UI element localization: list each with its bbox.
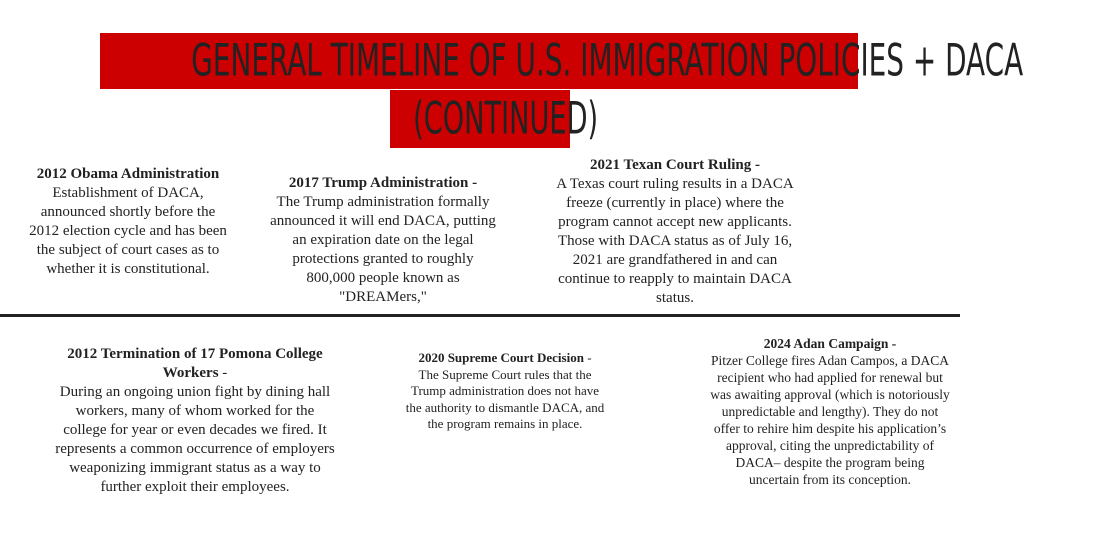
event-2024-adan-campaign (710, 335, 950, 488)
event-heading: 2012 Obama Administration (36, 166, 220, 182)
event-body: The Trump administration formally announced it will end DACA, putting an expiration date on the legal protections granted to roughly 800,000 people known as "DREAMers," (270, 194, 496, 305)
slide-title (0, 0, 1024, 150)
event-body: During an ongoing union fight by dining hall workers, many of whom worked for the college for year or even decades we fired. It represents a common occurrence of employers weaponizing immigrant status as a way to further exploit their employees. (55, 384, 335, 495)
title-line-2 (390, 90, 599, 148)
title-line-2-text: (CONTINUED) (413, 93, 599, 145)
event-2012-obama (28, 165, 228, 279)
event-2012-pomona (55, 345, 335, 497)
event-heading: 2012 Termination of 17 Pomona College Workers (67, 346, 323, 381)
event-body: A Texas court ruling results in a DACA freeze (currently in place) where the program cannot accept new applicants. Those with DACA status as of July 16, 2021 are grandfathered in and can continue to reapply to maintain DACA status. (556, 176, 794, 306)
event-heading-suffix: - (583, 350, 592, 365)
timeline-divider (0, 314, 960, 317)
event-2021-texas-ruling (555, 156, 795, 308)
event-body: Establishment of DACA, announced shortly before the 2012 election cycle and has been the subject of court cases as to whether it is constitutional. (29, 185, 227, 277)
event-heading: 2020 Supreme Court Decision (418, 350, 584, 365)
title-line-1-text: GENERAL TIMELINE OF U.S. IMMIGRATION POLICIES + DACA (191, 35, 1024, 87)
event-2017-trump (268, 174, 498, 307)
event-heading: 2024 Adan Campaign - (763, 336, 897, 351)
event-heading-suffix: - (218, 365, 228, 381)
event-body: Pitzer College fires Adan Campos, a DACA recipient who had applied for renewal but was awaiting approval (which is notoriously unpredictable and lengthy). They do not offer to rehire him despite his application’s approval, citing the unpredictability of DACA– despite the program being uncertain from its conception. (710, 353, 950, 487)
event-body: The Supreme Court rules that the Trump administration does not have the authority to dismantle DACA, and the program remains in place. (405, 366, 605, 431)
event-heading: 2021 Texan Court Ruling - (589, 157, 761, 173)
event-2020-supreme-court (405, 350, 605, 433)
event-heading: 2017 Trump Administration - (288, 175, 478, 191)
